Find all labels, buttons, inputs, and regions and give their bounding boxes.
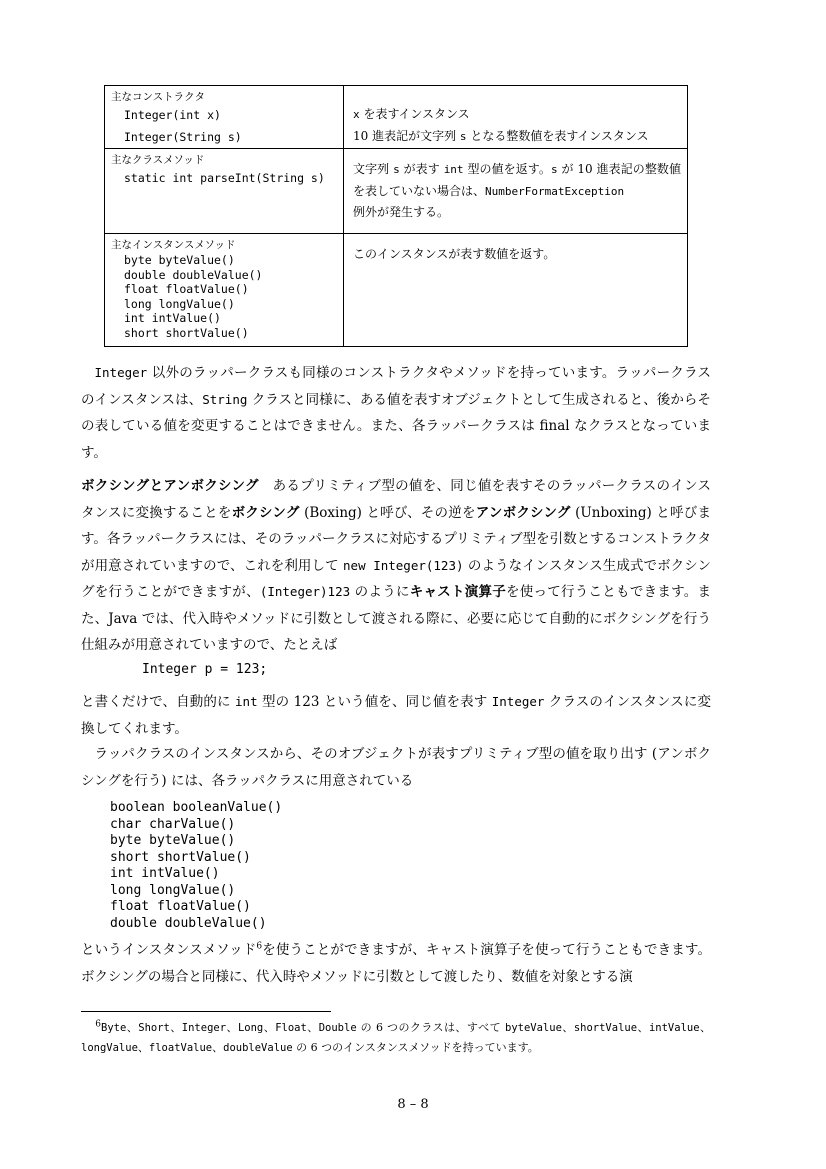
class-methods-desc-cell — [344, 149, 688, 234]
class-method-description: 文字列 s が表す int 型の値を返す。s が 10 進表記の整数値を表していない場合は、NumberFormatException 例外が発生する。 — [353, 162, 681, 219]
table-row — [105, 234, 688, 347]
page-number: 8 – 8 — [397, 1097, 429, 1112]
instance-methods-cell — [105, 234, 344, 347]
constructor-description: 10 進表記が文字列 s となる整数値を表すインスタンス — [353, 128, 649, 143]
paragraph: というインスタンスメソッド$^6$を使うことができますが、キャスト演算子を使って行うこともできます。ボクシングの場合と同様に、代入時やメソッドに引数として渡したり、数値を対象とする演 — [81, 941, 711, 985]
class-methods-cell — [105, 149, 344, 234]
constructor-signature: Integer(String s) — [124, 130, 242, 144]
constructors-cell — [105, 86, 344, 149]
constructor-signature: Integer(int x) — [124, 108, 221, 122]
paragraph: と書くだけで、自動的に int 型の 123 という値を、同じ値を表す Integer クラスのインスタンスに変換してくれます。 — [81, 694, 711, 737]
table-row — [105, 86, 688, 149]
section-heading: ボクシングとアンボクシング — [81, 478, 259, 494]
instance-methods-desc-cell — [344, 234, 688, 347]
code-block: boolean booleanValue() char charValue() byte byteValue() short shortValue() int intValue() long longValue() float floatValue() double doubleValue() — [110, 800, 283, 931]
constructors-label: 主なコンストラクタ — [111, 91, 205, 103]
footnote-rule — [81, 1011, 331, 1012]
code-example: Integer p = 123; — [142, 662, 268, 677]
instance-method-signatures: byte byteValue() double doubleValue() float floatValue() long longValue() int intValue() short shortValue() — [124, 253, 263, 340]
class-methods-label: 主なクラスメソッド — [111, 154, 205, 166]
paragraph: ラッパクラスのインスタンスから、そのオブジェクトが表すプリミティブ型の値を取り出す (アンボクシングを行う) には、各ラッパクラスに用意されている — [81, 746, 711, 789]
paragraph: Integer 以外のラッパークラスも同様のコンストラクタやメソッドを持っています。ラッパークラスのインスタンスは、String クラスと同様に、ある値を表すオブジェクトとして生成されると、後からその表している値を変更することはできません。また、各ラッパークラスは final なクラスとなっています。 — [81, 365, 711, 461]
table-row — [105, 149, 688, 234]
footnote-marker: 6 — [256, 941, 263, 952]
constructor-description: x を表すインスタンス — [353, 107, 470, 121]
footnote: $^6$Byte、Short、Integer、Long、Float、Double の 6 つのクラスは、すべて byteValue、shortValue、intValue、longValue、floatValue、doubleValue の 6 つのインスタンスメソッドを持っています。 — [81, 1019, 712, 1054]
instance-method-description: このインスタンスが表す数値を返す。 — [353, 247, 556, 261]
constructors-desc-cell — [344, 86, 688, 149]
paragraph: ボクシングとアンボクシング あるプリミティブ型の値を、同じ値を表すそのラッパークラスのインスタンスに変換することをボクシング (Boxing) と呼び、その逆をアンボクシング (Unboxing) と呼びます。各ラッパークラスには、そのラッパークラスに対応するプリミティブ型を引数とするコンストラクタが用意されていますので、これを利用して new Integer(123) のようなインスタンス生成式でボクシングを行うことができますが、(Integer)123 のようにキャスト演算子を使って行うこともできます。また、Java では、代入時やメソッドに引数として渡される際に、必要に応じて自動的にボクシングを行う仕組みが用意されていますので、たとえば — [81, 478, 712, 653]
api-table — [104, 85, 688, 347]
class-method-signature: static int parseInt(String s) — [124, 171, 325, 185]
instance-methods-label: 主なインスタンスメソッド — [111, 239, 236, 251]
